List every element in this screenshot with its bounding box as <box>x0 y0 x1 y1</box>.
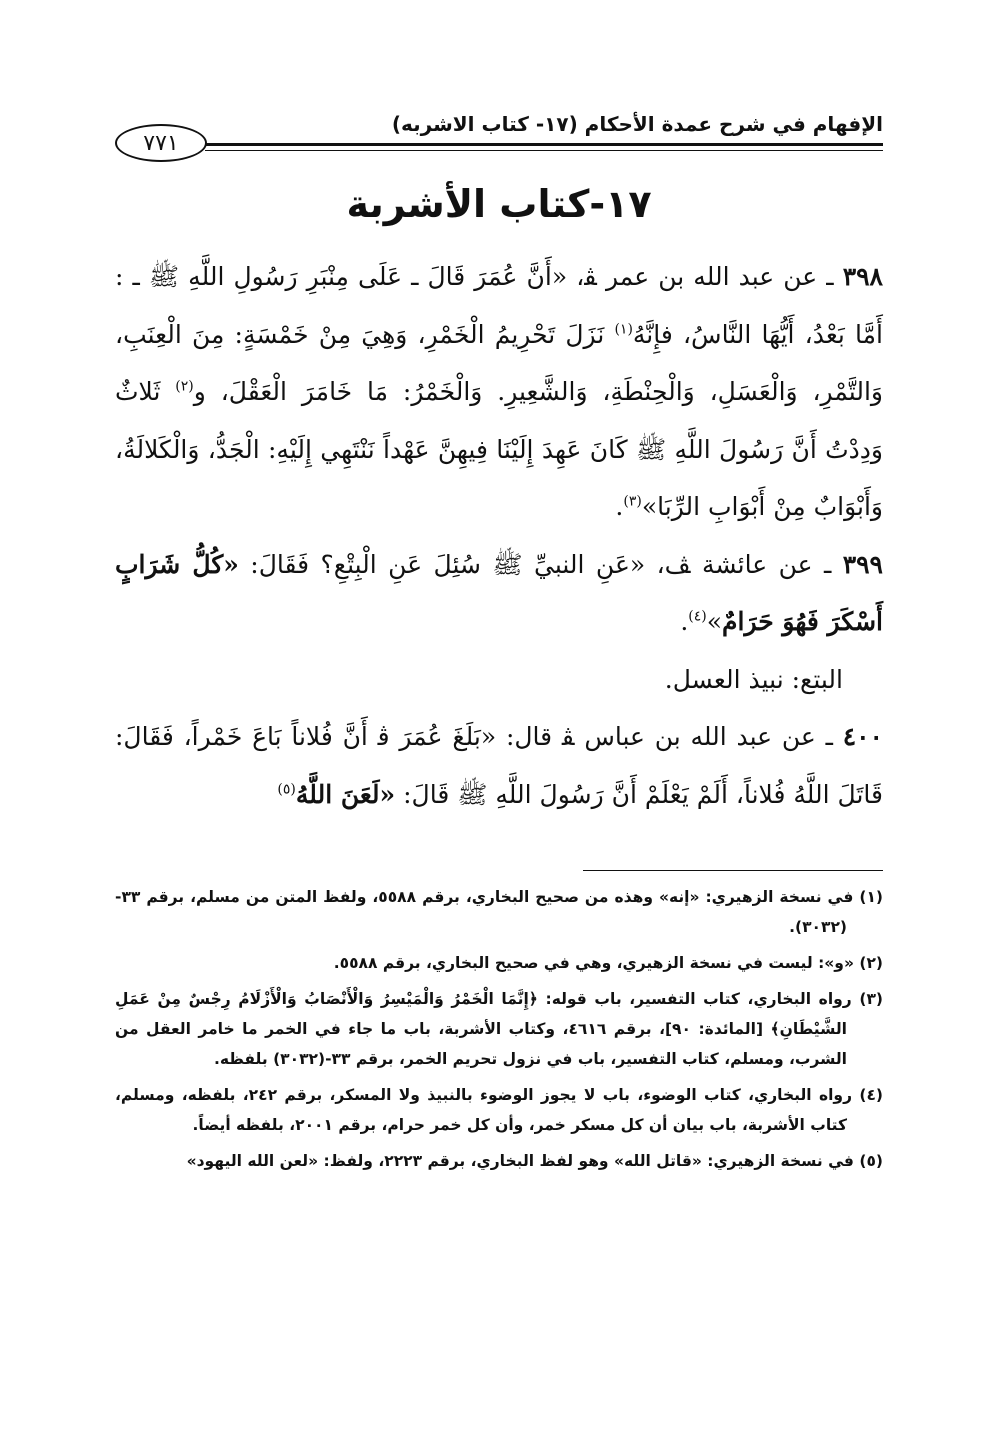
footnote-5: (٥) في نسخة الزهيري: «قاتل الله» وهو لفظ البخاري، برقم ٢٢٢٣، ولفظ: «لعن الله اليهود» <box>186 1152 883 1170</box>
footnote-2: (٢) «و»: ليست في نسخة الزهيري، وهي في صحيح البخاري، برقم ٥٥٨٨. <box>333 954 883 972</box>
hadith-text: نَزَلَ تَحْرِيمُ الْخَمْرِ، وَهِيَ مِنْ خَمْسَةٍ: مِنَ الْعِنَبِ، وَالتَّمْرِ، وَالْعَسَلِ، وَالْحِنْطَةِ، وَالشَّعِيرِ. وَالْخَمْرُ: مَا خَامَرَ الْعَقْلَ، و <box>115 319 883 406</box>
hadith-text: «أَنَّ عُمَرَ قَالَ ـ عَلَى مِنْبَرِ رَسُولِ اللَّهِ ﷺ ـ : أَمَّا بَعْدُ، أَيُّهَا النَّاسُ، فإِنَّهُ <box>115 262 883 349</box>
quote-close: » <box>706 607 723 636</box>
hadith-intro: ـ عن عبد الله بن عمر ﭭ، <box>567 262 843 291</box>
footnote-1: (١) في نسخة الزهيري: «إنه» وهذه من صحيح البخاري، برقم ٥٥٨٨، ولفظ المتن من مسلم، برقم ٣٣- (٣٠٣٢). <box>115 888 883 936</box>
hadith-text: ثَلاثٌ وَدِدْتُ أَنَّ رَسُولَ اللَّهِ ﷺ كَانَ عَهِدَ إِلَيْنَا فِيهِنَّ عَهْداً نَنْتَهِي إِلَيْهِ: الْجَدُّ، وَالْكَلالَةُ، وَأَبْوَابٌ مِنْ أَبْوَابِ الرِّبَا» <box>115 377 883 521</box>
footnote-3: (٣) رواه البخاري، كتاب التفسير، باب قوله: ﴿إِنَّمَا الْخَمْرُ وَالْمَيْسِرُ وَالْأَنْصَابُ وَالْأَزْلَامُ رِجْسٌ مِنْ عَمَلِ الشَّيْطَانِ﴾ [المائدة: ٩٠]، برقم ٤٦١٦، وكتاب الأشربة، باب ما جاء في الخمر ما خامر العقل من الشرب، ومسلم، كتاب التفسير، باب في نزول تحريم الخمر، برقم ٣٣-(٣٠٣٢) بلفظه. <box>115 990 883 1068</box>
hadith-number: ٣٩٨ <box>842 262 883 291</box>
hadith-intro: ـ عن عبد الله بن عباس ﭭ قال: <box>496 722 843 751</box>
explanation: البتع: نبيذ العسل. <box>664 664 843 694</box>
hadith-highlight: «لَعَنَ اللَّهُ <box>295 779 396 809</box>
sentence-end: . <box>680 607 689 636</box>
footnote-ref: (٢) <box>175 378 194 395</box>
hadith-highlight: «كُلُّ شَرَابٍ أَسْكَرَ فَهُوَ حَرَامٌ <box>115 549 883 636</box>
footnote-ref: (٤) <box>688 608 707 625</box>
sentence-end: . <box>615 492 624 521</box>
footnote-separator <box>583 870 883 871</box>
hadith-400 <box>115 708 883 823</box>
running-header-title: الإفهام في شرح عمدة الأحكام (١٧- كتاب الاشربه) <box>391 112 883 136</box>
hadith-text: «بَلَغَ عُمَرَ ﭬ أَنَّ فُلاناً بَاعَ خَمْراً، فَقَالَ: قَاتَلَ اللَّهُ فُلاناً، أَلَمْ يَعْلَمْ أَنَّ رَسُولَ اللَّهِ ﷺ قَالَ: <box>115 722 883 809</box>
hadith-number: ٣٩٩ <box>842 549 883 579</box>
hadith-398 <box>115 248 883 536</box>
chapter-title: ١٧-كتاب الأشربة <box>346 182 652 226</box>
footnote-4: (٤) رواه البخاري، كتاب الوضوء، باب لا يجوز الوضوء بالنبيذ ولا المسكر، برقم ٢٤٢، بلفظه، ومسلم، كتاب الأشربة، باب بيان أن كل مسكر خمر، وأن كل خمر حرام، برقم ٢٠٠١، بلفظه أيضاً. <box>115 1086 883 1134</box>
hadith-intro: ـ عن عائشة ﭫ، <box>645 549 843 579</box>
footnotes <box>115 882 883 1182</box>
header-rule-thick <box>205 143 883 146</box>
footnote-ref: (٥) <box>277 781 296 798</box>
hadith-399 <box>115 536 883 651</box>
page-number: ٧٧١ <box>115 124 207 162</box>
hadith-number: ٤٠٠ <box>842 722 883 751</box>
footnote-ref: (١) <box>614 321 633 338</box>
footnote-ref: (٣) <box>623 493 642 510</box>
header-rule-thin <box>205 150 883 151</box>
main-text <box>115 248 883 823</box>
hadith-text: «عَنِ النبيِّ ﷺ سُئِلَ عَنِ الْبِتْعِ؟ فَقَالَ: <box>238 549 646 579</box>
